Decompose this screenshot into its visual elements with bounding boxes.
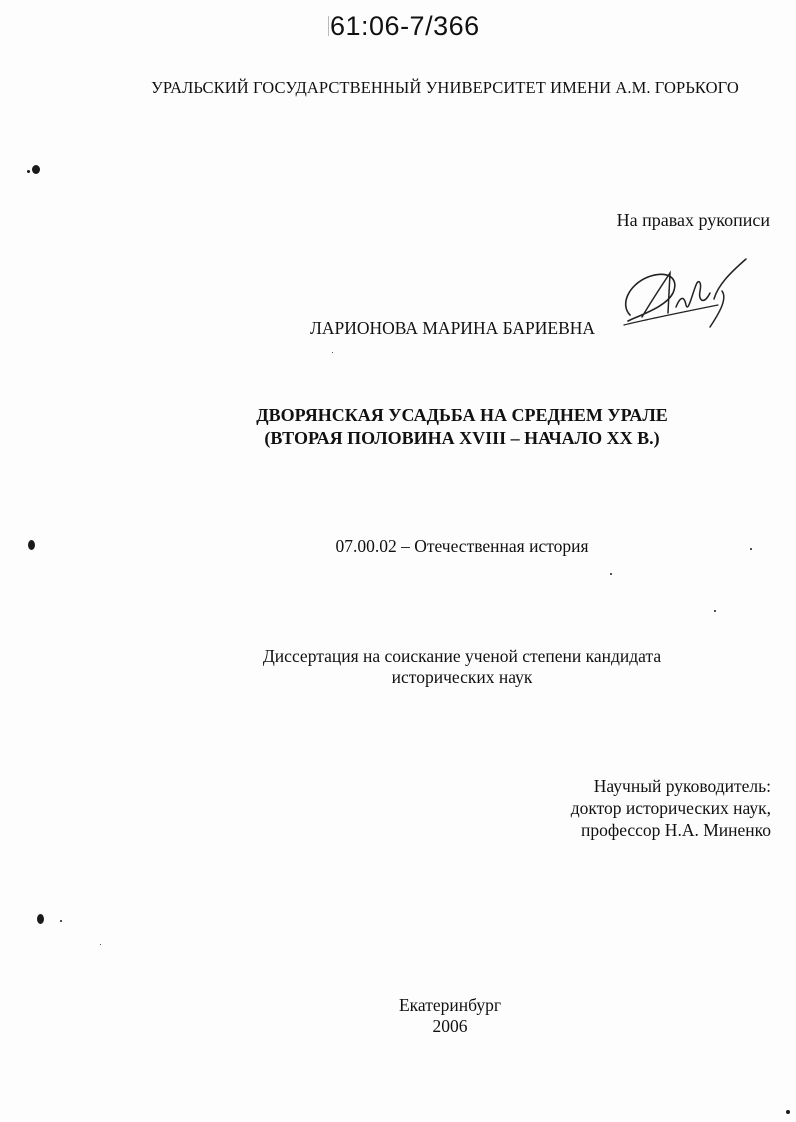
advisor-name: профессор Н.А. Миненко xyxy=(580,820,771,840)
archive-stamp-mark xyxy=(328,16,329,36)
dissertation-title-line-1: ДВОРЯНСКАЯ УСАДЬБА НА СРЕДНЕМ УРАЛЕ xyxy=(256,405,668,425)
dissertation-title-line-2: (ВТОРАЯ ПОЛОВИНА XVIII – НАЧАЛО XX В.) xyxy=(264,428,660,448)
degree-statement-line-1: Диссертация на соискание ученой степени кандидата xyxy=(262,646,662,666)
scan-speck xyxy=(750,548,752,550)
handwritten-signature xyxy=(618,255,758,335)
advisor-role: Научный руководитель: xyxy=(593,776,771,796)
year: 2006 xyxy=(432,1016,468,1036)
scan-speck xyxy=(32,165,40,174)
city: Екатеринбург xyxy=(398,995,502,1015)
scan-speck xyxy=(37,914,44,924)
scan-speck xyxy=(60,920,62,922)
scan-speck xyxy=(714,610,716,612)
scan-speck xyxy=(28,540,35,550)
scan-speck xyxy=(27,170,30,173)
author-name: ЛАРИОНОВА МАРИНА БАРИЕВНА xyxy=(310,318,596,338)
scan-speck xyxy=(100,944,101,945)
manuscript-note: На правах рукописи xyxy=(616,210,770,230)
scan-speck xyxy=(786,1110,790,1114)
specialty-code: 07.00.02 – Отечественная история xyxy=(335,536,589,556)
advisor-degree: доктор исторических наук, xyxy=(570,798,771,818)
archive-code: 61:06-7/366 xyxy=(330,11,480,41)
university-name: УРАЛЬСКИЙ ГОСУДАРСТВЕННЫЙ УНИВЕРСИТЕТ ИМЕНИ А.М. ГОРЬКОГО xyxy=(151,78,739,97)
degree-statement-line-2: исторических наук xyxy=(391,667,533,687)
scan-speck xyxy=(610,573,612,575)
scan-speck xyxy=(332,352,333,353)
